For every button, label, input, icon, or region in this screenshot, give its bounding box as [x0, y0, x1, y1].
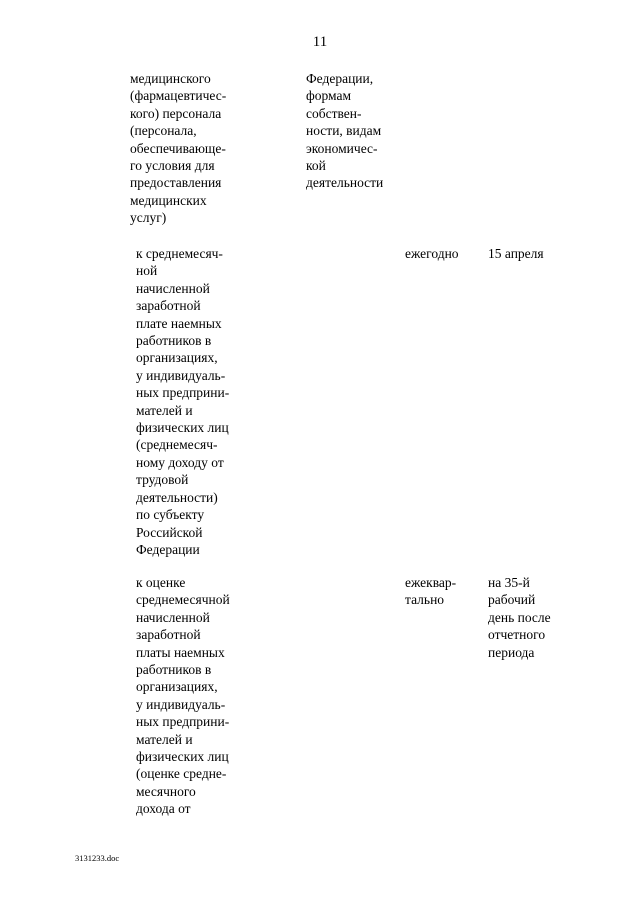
row-2-indicator-cell	[136, 245, 229, 558]
row-3-indicator-cell	[136, 574, 230, 818]
text-line: у индивидуаль-	[136, 696, 226, 712]
document-filename: 3131233.doc	[75, 853, 120, 863]
text-line: рабочий	[488, 592, 536, 608]
text-line: Федерации,	[306, 71, 374, 86]
text-line: работников в	[136, 662, 212, 678]
text-line: (среднемесяч-	[136, 437, 218, 453]
text-line: кой	[306, 158, 326, 174]
text-line: деятельности)	[136, 489, 218, 505]
text-line: день после	[488, 609, 551, 625]
text-line: деятельности	[306, 175, 384, 191]
text-line: организациях,	[136, 679, 218, 695]
text-line: тально	[405, 592, 445, 608]
text-line: услуг)	[130, 210, 167, 226]
row-1-breakdown-cell	[306, 70, 383, 192]
text-line: медицинского	[130, 71, 211, 86]
text-line: ности, видам	[306, 123, 382, 139]
text-line: среднемесячной	[136, 592, 230, 608]
text-line: ежеквар-	[405, 575, 457, 590]
text-line: (персонала,	[130, 123, 197, 139]
text-line: медицинских	[130, 192, 207, 208]
text-line: ному доходу от	[136, 454, 224, 470]
text-line: Федерации	[136, 541, 200, 557]
text-line: работников в	[136, 333, 212, 349]
text-line: 15 апреля	[488, 246, 544, 261]
row-2-frequency-cell	[405, 245, 459, 262]
text-line: экономичес-	[306, 140, 378, 156]
row-1-indicator-cell	[130, 70, 226, 227]
text-line: к среднемесяч-	[136, 246, 223, 261]
text-line: периода	[488, 644, 535, 660]
text-line: по субъекту	[136, 507, 205, 523]
text-line: мателей и	[136, 402, 193, 418]
row-3-frequency-cell	[405, 574, 456, 609]
text-line: ежегодно	[405, 246, 459, 261]
text-line: физических лиц	[136, 749, 229, 765]
text-line: (фармацевтичес-	[130, 88, 227, 104]
text-line: формам	[306, 88, 352, 104]
text-line: го условия для	[130, 158, 215, 174]
text-line: на 35-й	[488, 575, 530, 590]
text-line: физических лиц	[136, 420, 229, 436]
text-line: собствен-	[306, 105, 362, 121]
text-line: ной	[136, 263, 158, 279]
text-line: трудовой	[136, 472, 189, 488]
page-number: 11	[312, 34, 328, 50]
text-line: дохода от	[136, 801, 191, 817]
text-line: начисленной	[136, 609, 210, 625]
text-line: платы наемных	[136, 644, 225, 660]
text-line: месячного	[136, 783, 196, 799]
text-line: заработной	[136, 627, 201, 643]
text-line: кого) персонала	[130, 105, 222, 121]
text-line: предоставления	[130, 175, 222, 191]
text-line: Российской	[136, 524, 203, 540]
text-line: организациях,	[136, 350, 218, 366]
text-line: у индивидуаль-	[136, 367, 226, 383]
text-line: ных предприни-	[136, 385, 230, 401]
text-line: обеспечивающе-	[130, 140, 226, 156]
text-line: начисленной	[136, 280, 210, 296]
row-3-deadline-cell	[488, 574, 551, 661]
row-2-deadline-cell	[488, 245, 544, 262]
text-line: заработной	[136, 298, 201, 314]
text-line: отчетного	[488, 627, 546, 643]
text-line: мателей и	[136, 731, 193, 747]
text-line: ных предприни-	[136, 714, 230, 730]
text-line: к оценке	[136, 575, 186, 590]
text-line: плате наемных	[136, 315, 222, 331]
text-line: (оценке средне-	[136, 766, 227, 782]
